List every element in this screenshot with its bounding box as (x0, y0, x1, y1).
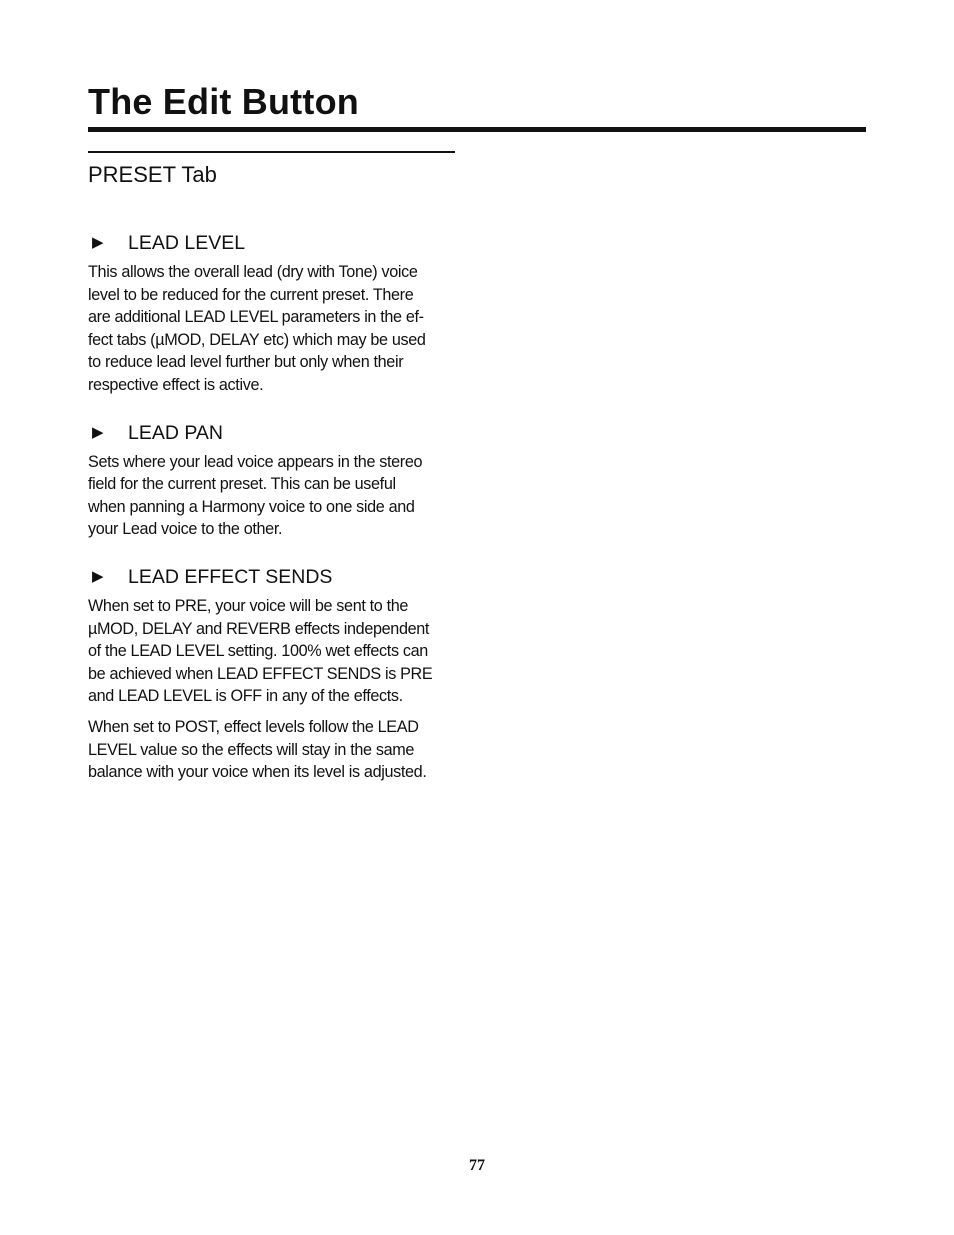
entry-lead-effect-sends (88, 563, 460, 784)
section-rule (88, 151, 455, 153)
entry-paragraph: Sets where your lead voice appears in the stereo field for the current preset. This can be useful when panning a Harmony voice to one side and your Lead voice to the other. (88, 452, 423, 539)
entry-lead-level (88, 229, 460, 397)
page-title: The Edit Button (88, 81, 359, 122)
triangle-bullet-icon: ▶ (92, 567, 104, 585)
section-title: PRESET Tab (88, 162, 217, 187)
entry-heading: LEAD LEVEL (128, 232, 246, 254)
content-column (88, 229, 460, 806)
entry-paragraph: This allows the overall lead (dry with Tone) voice level to be reduced for the current preset. There are additional LEAD LEVEL parameters in the ef- fect tabs (µMOD, DELAY etc) which may be used to reduce lead level further but only when their respective effect is active. (88, 263, 426, 394)
entry-heading: LEAD EFFECT SENDS (128, 565, 333, 588)
entry-header (88, 229, 460, 257)
entry-heading: LEAD PAN (128, 421, 224, 444)
page-number: 77 (469, 1157, 485, 1174)
entry-header (88, 419, 460, 447)
title-rule (88, 127, 866, 132)
entry-header (88, 563, 460, 591)
entry-paragraph: When set to PRE, your voice will be sent to the µMOD, DELAY and REVERB effects independent of the LEAD LEVEL setting. 100% wet effects can be achieved when LEAD EFFECT SENDS is PRE and LEAD LEVEL is OFF in any of the effects. (88, 596, 433, 706)
entry-paragraph: When set to POST, effect levels follow the LEAD LEVEL value so the effects will stay in the same balance with your voice when its level is adjusted. (88, 717, 427, 782)
entry-lead-pan (88, 419, 460, 541)
triangle-bullet-icon: ▶ (92, 423, 104, 441)
triangle-bullet-icon: ▶ (92, 234, 104, 251)
